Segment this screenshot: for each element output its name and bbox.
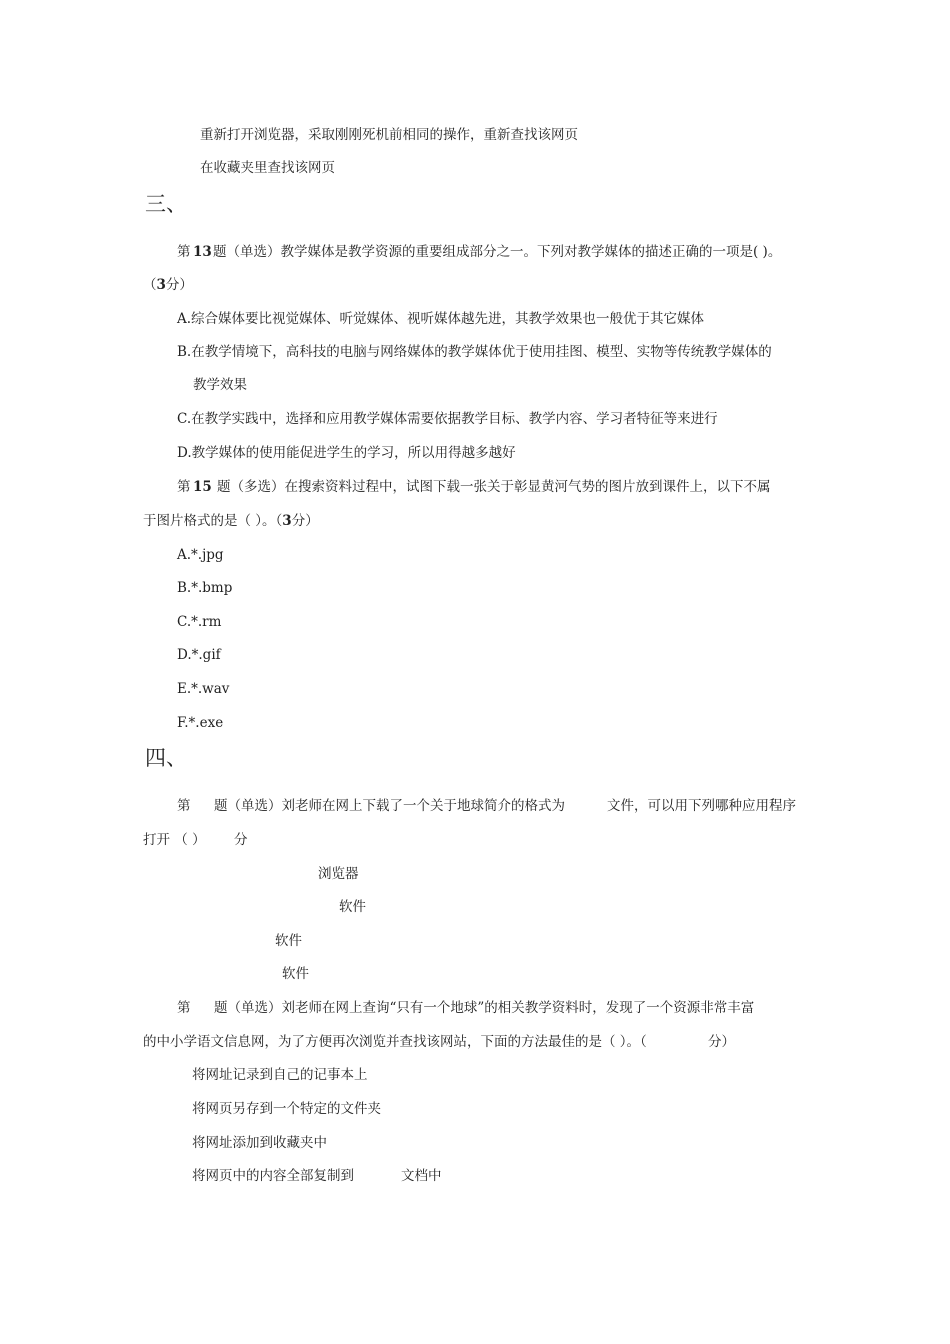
question-a-line2-b: 分	[234, 832, 248, 848]
score-close: 分）	[291, 513, 319, 529]
question-13-score	[143, 276, 193, 294]
question-b-option-1: 将网址记录到自己的记事本上	[192, 1067, 368, 1083]
question-a-text-b: 文件，可以用下列哪种应用程序	[607, 798, 796, 814]
score-open: （	[143, 277, 157, 293]
option-d-text: 在收藏夹里查找该网页	[200, 160, 335, 176]
question-b-line2-b: 分）	[708, 1034, 735, 1050]
question-a-prefix: 第	[177, 798, 191, 814]
question-b-text: 题（单选）刘老师在网上查询“只有一个地球”的相关教学资料时，发现了一个资源非常丰富	[214, 1000, 755, 1016]
question-13-option-c: C.在教学实践中，选择和应用教学媒体需要依据教学目标、教学内容、学习者特征等来进行	[177, 411, 718, 427]
question-b-option-4-suffix: 文档中	[401, 1168, 442, 1184]
question-13-option-d: D.教学媒体的使用能促进学生的学习，所以用得越多越好	[177, 445, 516, 461]
question-13-prefix: 第	[177, 244, 191, 260]
question-13-option-a: A.综合媒体要比视觉媒体、听觉媒体、视听媒体越先进，其教学效果也一般优于其它媒体	[177, 311, 705, 327]
question-15-option-d: D.*.gif	[177, 647, 221, 663]
question-b-option-2: 将网页另存到一个特定的文件夹	[192, 1101, 381, 1117]
score-number: 3	[156, 277, 166, 293]
question-15-option-a: A.*.jpg	[177, 547, 224, 563]
question-b-line2-a: 的中小学语文信息网，为了方便再次浏览并查找该网站，下面的方法最佳的是（ ）。（	[143, 1034, 647, 1050]
question-b-prefix: 第	[177, 1000, 191, 1016]
question-13-option-b: B.在教学情境下，高科技的电脑与网络媒体的教学媒体优于使用挂图、模型、实物等传统教学媒体的	[177, 344, 772, 360]
section-heading-3: 三、	[145, 192, 187, 216]
question-a-option-2: 软件	[339, 899, 366, 915]
question-a-option-3: 软件	[275, 933, 302, 949]
question-15-option-f: F.*.exe	[177, 715, 224, 731]
question-a-line2-a: 打开 （ ）	[143, 832, 206, 848]
section-heading-4: 四、	[145, 746, 187, 770]
question-a-option-1: 浏览器	[318, 866, 359, 882]
question-15-prefix: 第	[177, 479, 191, 495]
question-b-option-4-text: 将网页中的内容全部复制到	[192, 1168, 354, 1184]
question-13-option-b-cont: 教学效果	[193, 377, 247, 393]
question-15-option-b: B.*.bmp	[177, 580, 233, 596]
question-15-option-c: C.*.rm	[177, 614, 222, 630]
question-15-text: 题（多选）在搜索资料过程中，试图下载一张关于彰显黄河气势的图片放到课件上，以下不属	[217, 479, 771, 495]
question-13-text: 题（单选）教学媒体是教学资源的重要组成部分之一。下列对教学媒体的描述正确的一项是( )。	[213, 244, 782, 260]
question-15-line2-text: 于图片格式的是（ ）。（	[143, 513, 283, 529]
question-a-option-4: 软件	[282, 966, 309, 982]
question-b-option-3: 将网址添加到收藏夹中	[192, 1135, 327, 1151]
score-number: 3	[282, 513, 292, 529]
score-close: 分）	[165, 277, 193, 293]
option-c-text: 重新打开浏览器，采取刚刚死机前相同的操作，重新查找该网页	[200, 127, 578, 143]
question-15-number: 15	[193, 479, 212, 495]
question-13-number: 13	[193, 244, 212, 260]
question-15-line2	[143, 512, 319, 530]
question-a-text-a: 题（单选）刘老师在网上下载了一个关于地球简介的格式为	[214, 798, 565, 814]
question-15-option-e: E.*.wav	[177, 681, 230, 697]
